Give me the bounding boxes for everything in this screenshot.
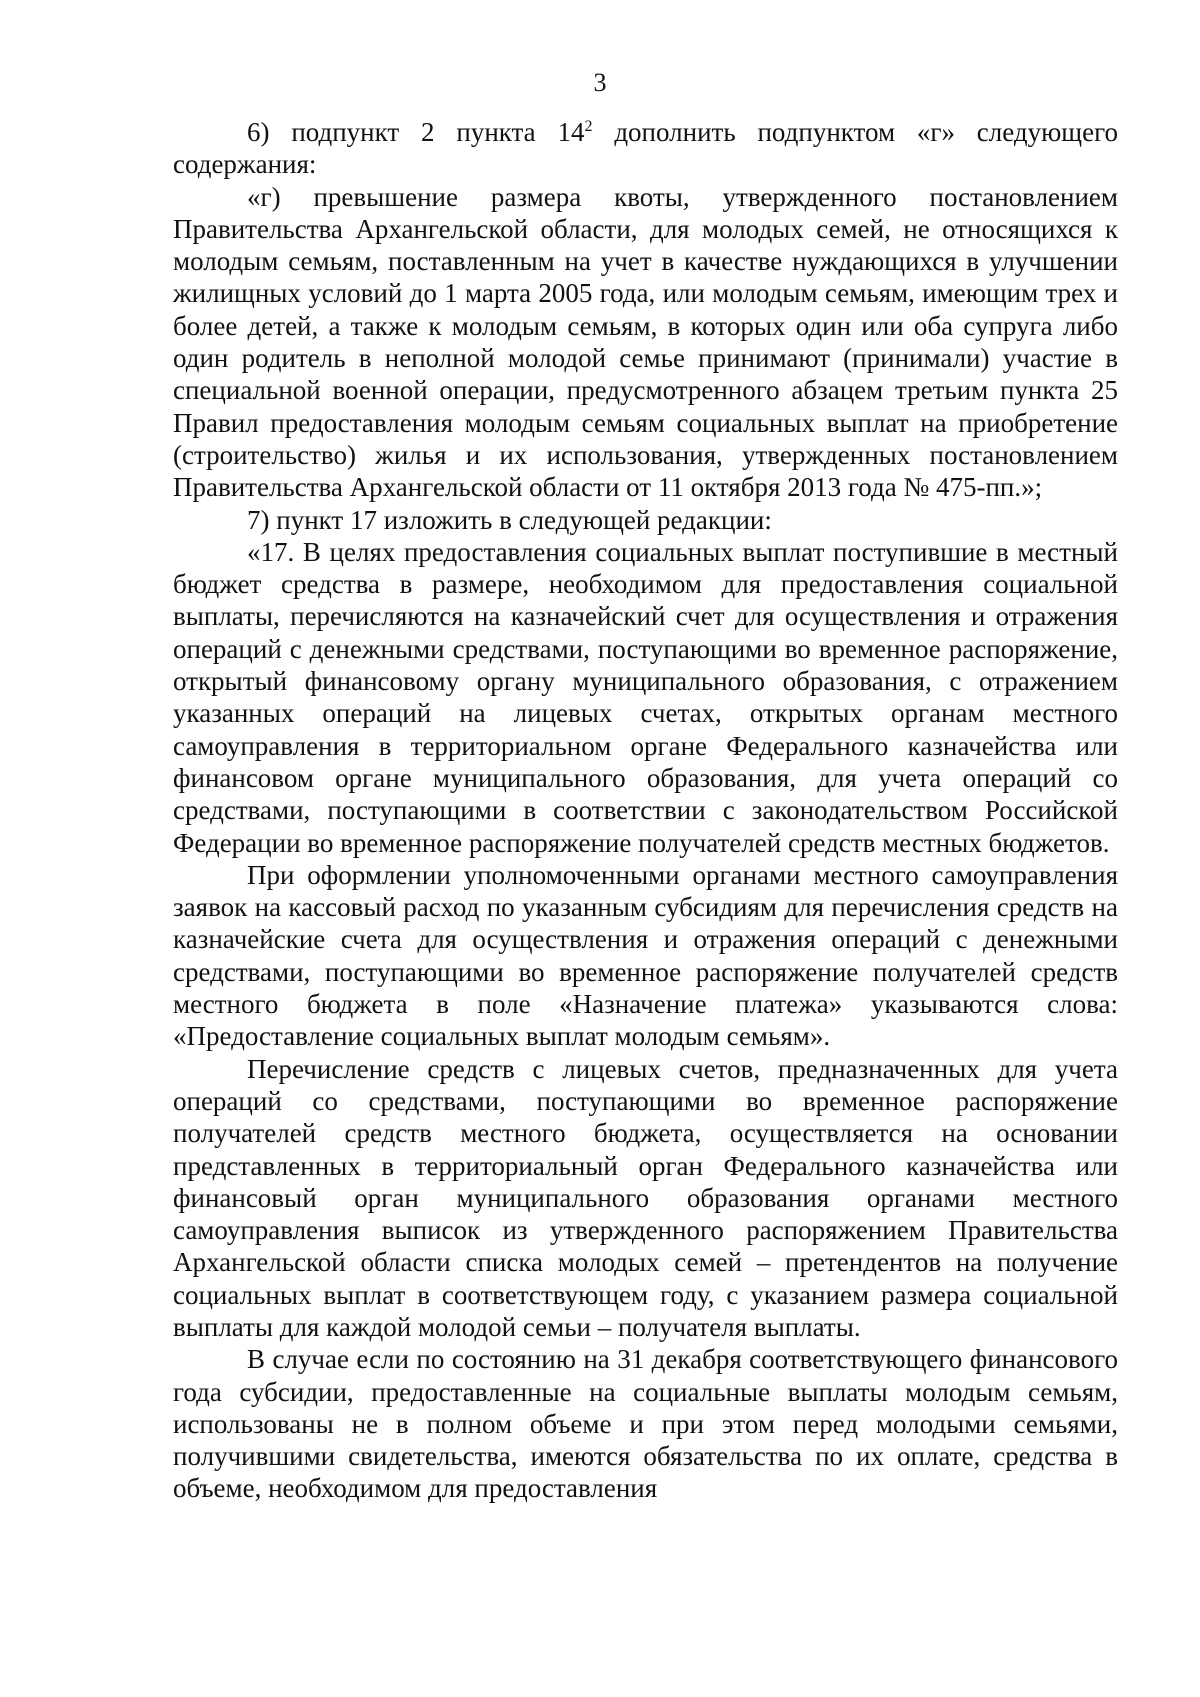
paragraph-text: дополнить подпунктом «г» следующего содержания: xyxy=(173,117,1118,180)
paragraph-text: 6) подпункт 2 пункта 14 xyxy=(247,117,585,147)
document-body xyxy=(173,116,1118,1505)
superscript-index: 2 xyxy=(584,118,593,135)
paragraph-clause-17: «17. В целях предоставления социальных выплат поступившие в местный бюджет средства в размере, необходимом для предоставления социальной выплаты, перечисляются на казначейский счет для осуществления и отражения операций с денежными средствами, поступающими во временное распоряжение, открытый финансовому органу муниципального образования, с отражением указанных операций на лицевых счетах, открытых органам местного самоуправления в территориальном органе Федерального казначейства или финансовом органе муниципального образования, для учета операций со средствами, поступающими в соответствии с законодательством Российской Федерации во временное распоряжение получателей средств местных бюджетов. xyxy=(173,536,1118,858)
paragraph-payment-requests: При оформлении уполномоченными органами местного самоуправления заявок на кассовый расход по указанным субсидиям для перечисления средств на казначейские счета для осуществления и отражения операций с денежными средствами, поступающими во временное распоряжение получателей средств местного бюджета в поле «Назначение платежа» указываются слова: «Предоставление социальных выплат молодым семьям». xyxy=(173,859,1118,1052)
paragraph-subitem-g: «г) превышение размера квоты, утвержденного постановлением Правительства Архангельской области, для молодых семей, не относящихся к молодым семьям, поставленным на учет в качестве нуждающихся в улучшении жилищных условий до 1 марта 2005 года, или молодым семьям, имеющим трех и более детей, а также к молодым семьям, в которых один или оба супруга либо один родитель в неполной молодой семье принимают (принимали) участие в специальной военной операции, предусмотренного абзацем третьим пункта 25 Правил предоставления молодым семьям социальных выплат на приобретение (строительство) жилья и их использования, утвержденных постановлением Правительства Архангельской области от 11 октября 2013 года № 475-пп.»; xyxy=(173,181,1118,503)
paragraph-year-end: В случае если по состоянию на 31 декабря соответствующего финансового года субсидии, предоставленные на социальные выплаты молодым семьям, использованы не в полном объеме и при этом перед молодыми семьями, получившими свидетельства, имеются обязательства по их оплате, средства в объеме, необходимом для предоставления xyxy=(173,1344,1118,1504)
page-number: 3 xyxy=(593,68,607,97)
paragraph-item-7: 7) пункт 17 изложить в следующей редакции: xyxy=(247,504,772,535)
paragraph-fund-transfer: Перечисление средств с лицевых счетов, предназначенных для учета операций со средствами, поступающими во временное распоряжение получателей средств местного бюджета, осуществляется на основании представленных в территориальный орган Федерального казначейства или финансовый орган муниципального образования органами местного самоуправления выписок из утвержденного распоряжением Правительства Архангельской области списка молодых семей – претендентов на получение социальных выплат в соответствующем году, с указанием размера социальной выплаты для каждой молодой семьи – получателя выплаты. xyxy=(173,1053,1118,1342)
paragraph-item-6 xyxy=(173,116,1118,181)
